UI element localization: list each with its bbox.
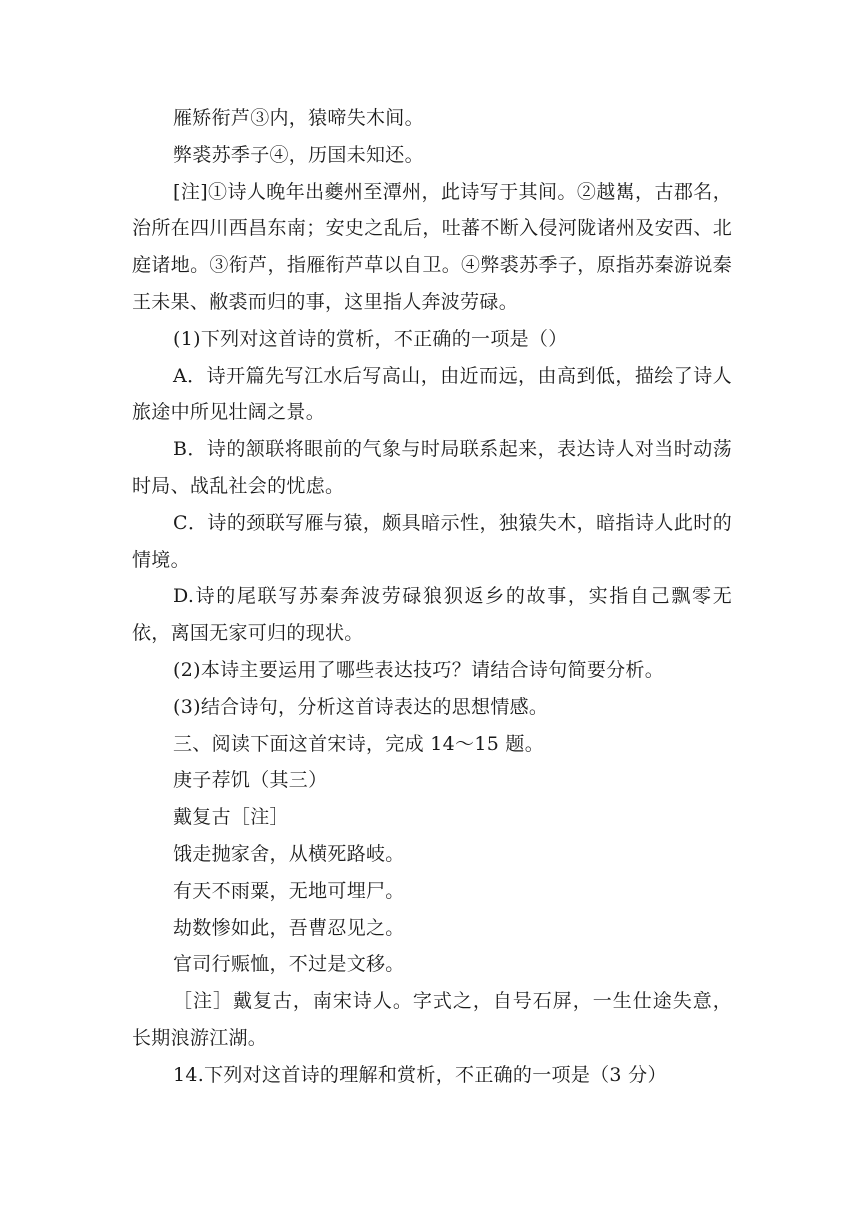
section-heading: 三、阅读下面这首宋诗，完成 14～15 题。 xyxy=(173,732,545,755)
question-1: (1)下列对这首诗的赏析，不正确的一项是（） xyxy=(173,327,568,350)
song-poem-line-3: 劫数惨如此，吾曹忍见之。 xyxy=(173,916,405,939)
option-b: B．诗的颔联将眼前的气象与时局联系起来，表达诗人对当时动荡时局、战乱社会的忧虑。 xyxy=(132,438,732,497)
option-c: C．诗的颈联写雁与猿，颇具暗示性，独猿失木，暗指诗人此时的情境。 xyxy=(132,511,732,571)
question-14: 14.下列对这首诗的理解和赏析，不正确的一项是（3 分） xyxy=(173,1063,667,1086)
poem-note: [注]①诗人晚年出夔州至潭州，此诗写于其间。②越嶲，古郡名，治所在四川西昌东南；安史之乱后，吐蕃不断入侵河陇诸州及安西、北庭诸地。③衔芦，指雁衔芦草以自卫。④弊裘苏季子，原指苏秦游说秦王未果、敝裘而归的事，这里指人奔波劳碌。 xyxy=(132,180,732,313)
document-body xyxy=(132,100,732,1094)
song-poem-line-4: 官司行赈恤，不过是文移。 xyxy=(173,953,405,976)
question-3: (3)结合诗句，分析这首诗表达的思想情感。 xyxy=(173,695,549,718)
poem-author: 戴复古［注］ xyxy=(173,806,289,829)
poem-line-1: 雁矫衔芦③内，猿啼失木间。 xyxy=(173,107,424,129)
song-poem-line-1: 饿走抛家舍，从横死路岐。 xyxy=(173,842,405,865)
poem-title: 庚子荐饥（其三） xyxy=(173,769,328,792)
option-d: D.诗的尾联写苏秦奔波劳碌狼狈返乡的故事，实指自己飘零无依，离国无家可归的现状。 xyxy=(132,585,732,645)
song-poem-note: ［注］戴复古，南宋诗人。字式之，自号石屏，一生仕途失意，长期浪游江湖。 xyxy=(132,990,732,1049)
question-2: (2)本诗主要运用了哪些表达技巧？请结合诗句简要分析。 xyxy=(173,658,665,681)
poem-line-2: 弊裘苏季子④，历国未知还。 xyxy=(173,143,424,166)
song-poem-line-2: 有天不雨粟，无地可埋尸。 xyxy=(173,879,405,902)
option-a: A．诗开篇先写江水后写高山，由近而远，由高到低，描绘了诗人旅途中所见壮阔之景。 xyxy=(132,364,732,424)
